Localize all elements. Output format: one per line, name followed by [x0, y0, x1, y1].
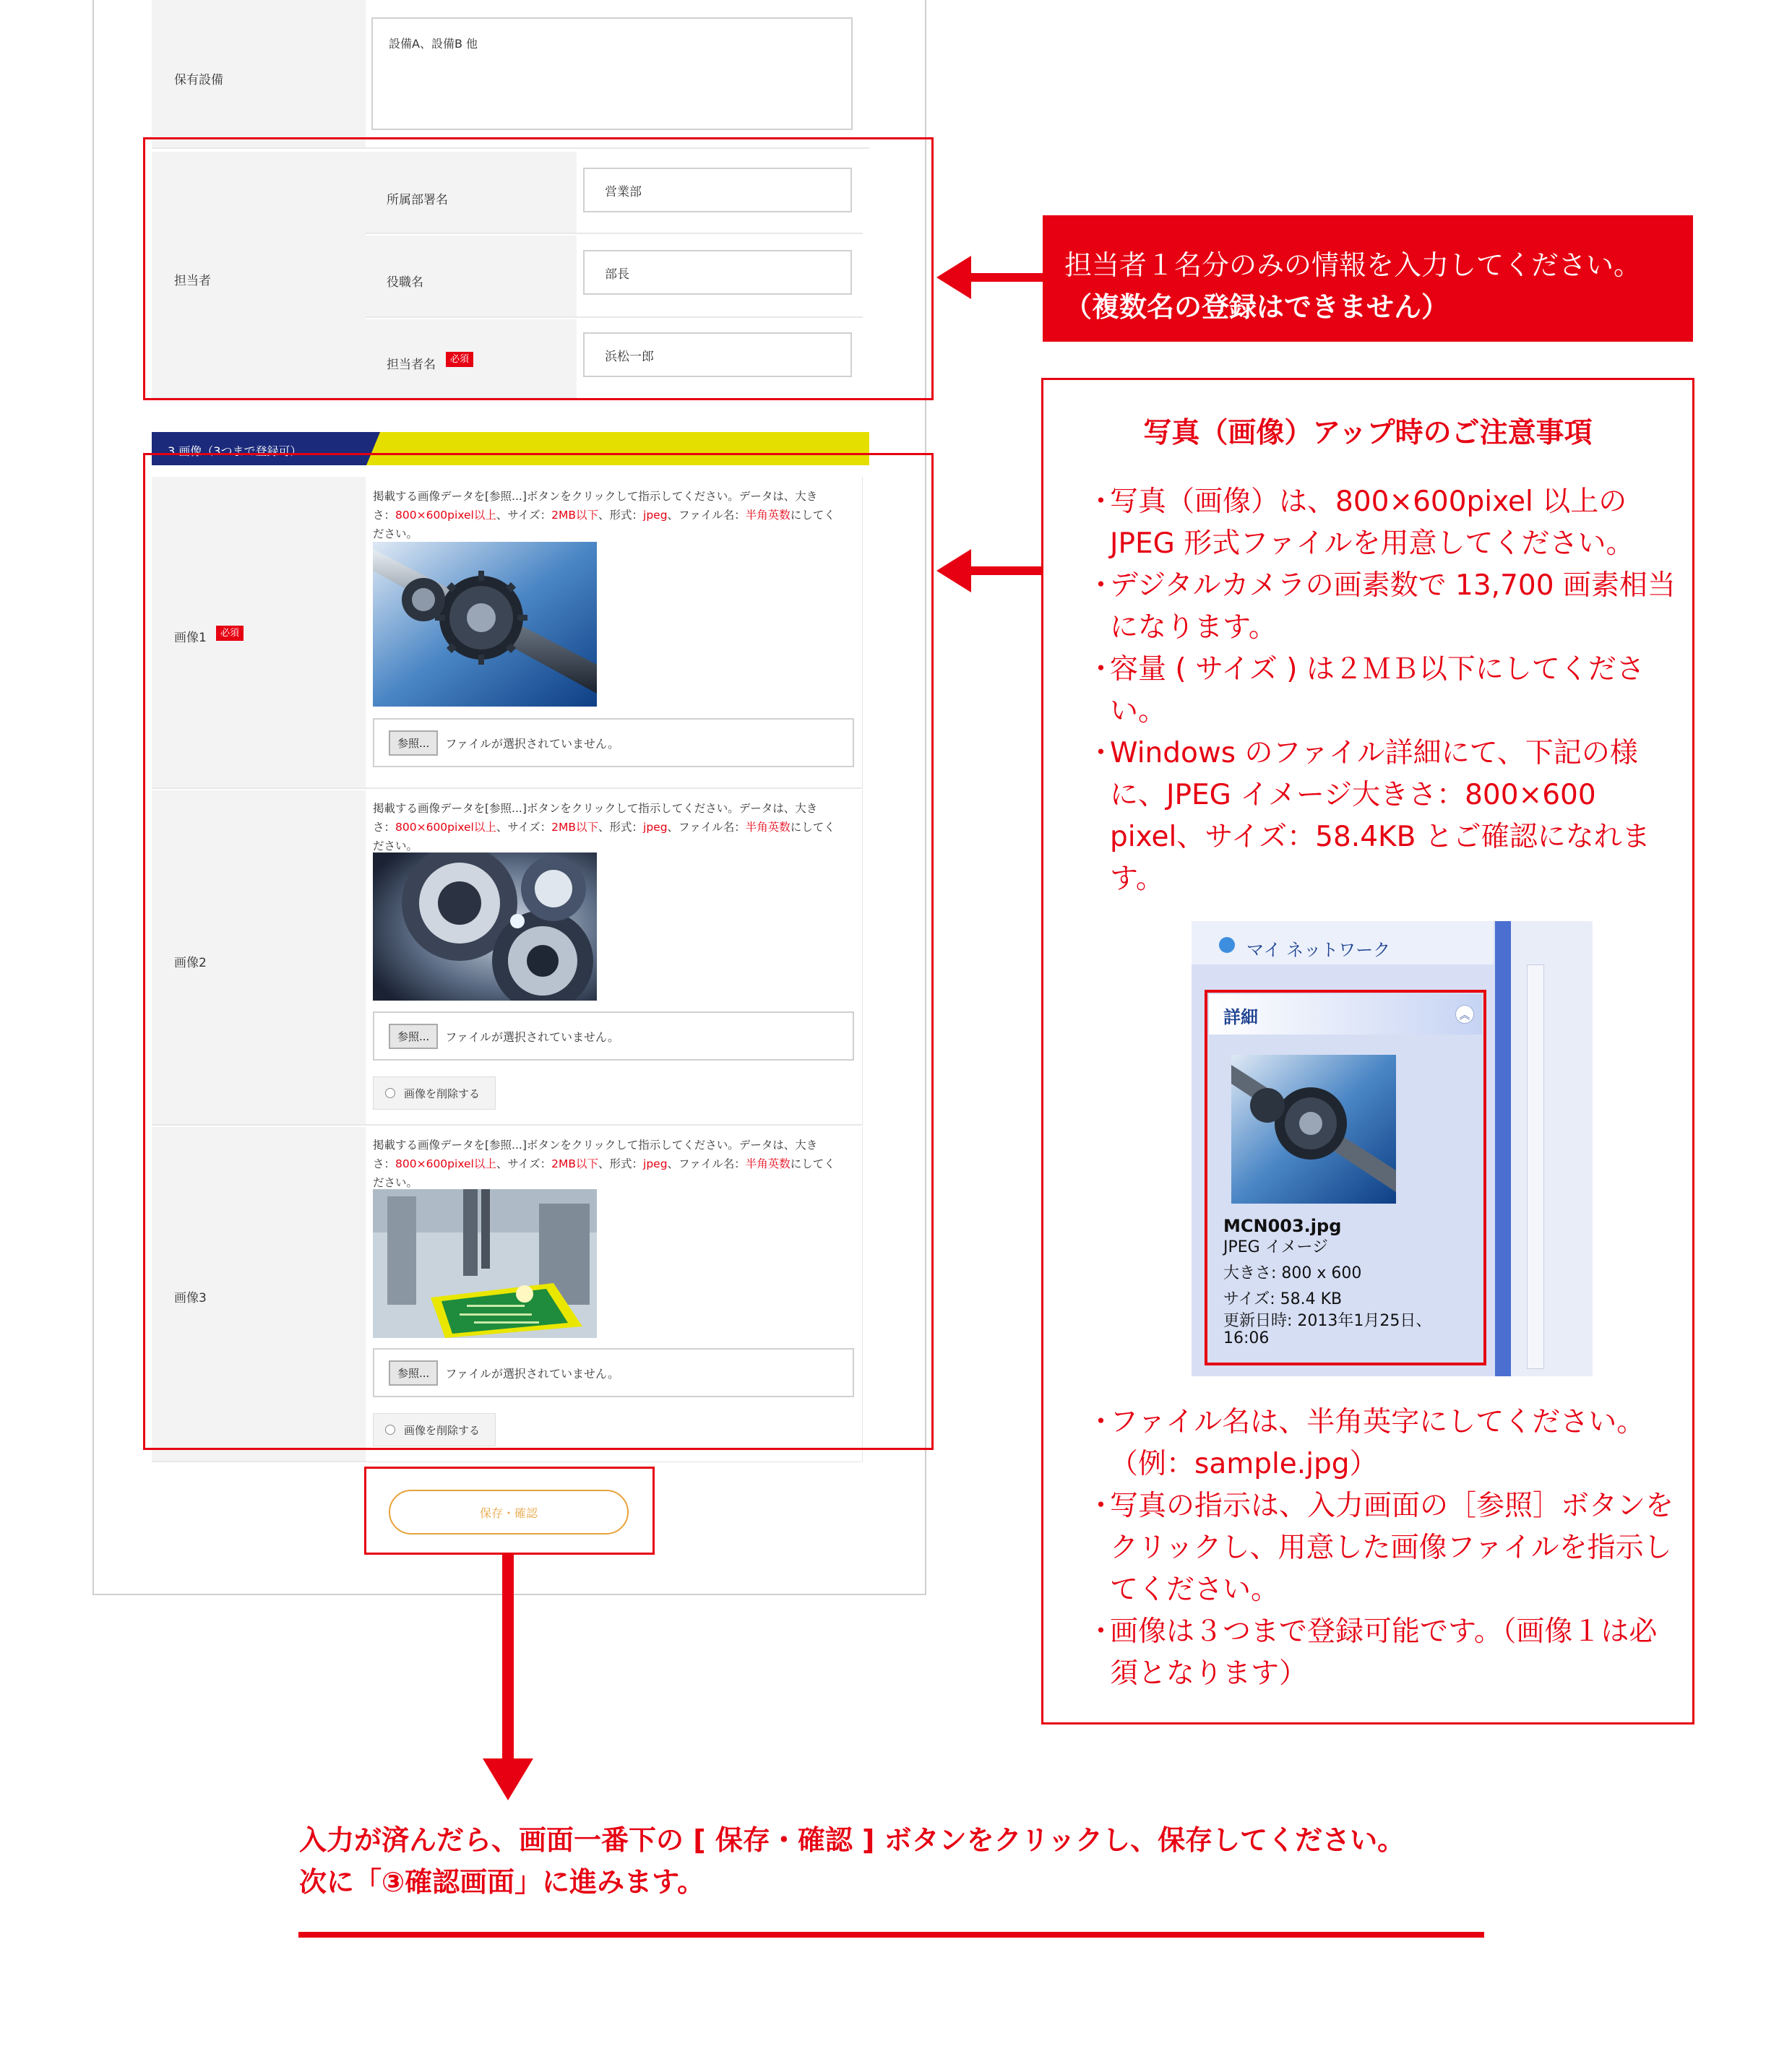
image3-delete-label: 画像を削除する — [404, 1423, 481, 1437]
save-confirm-button[interactable]: 保存・確認 — [389, 1490, 629, 1534]
callout-line2: （複数名の登録はできません） — [1064, 291, 1449, 323]
note-item: ・ デジタルカメラの画素数で 13,700 画素相当になります。 — [1087, 569, 1676, 644]
network-icon — [1219, 937, 1235, 953]
note-item: ・ Windows のファイル詳細にて、下記の様に、JPEG イメージ大きさ：800×600 pixel、サイズ：58.4KB とご確認になれます。 — [1087, 737, 1650, 895]
image-section-title: 3.画像（3つまで登録可） — [168, 444, 302, 458]
department-label: 所属部署名 — [387, 193, 448, 207]
position-label: 役職名 — [387, 275, 423, 290]
scroll-strip — [1495, 921, 1511, 1376]
nav-item-network[interactable]: マイ ネットワーク — [1246, 940, 1391, 960]
details-modified-date: 更新日時: 2013年1月25日、16:06 — [1223, 1312, 1432, 1347]
image3-label: 画像3 — [174, 1291, 207, 1305]
arrow-to-image-section — [936, 549, 1043, 592]
contact-highlight-frame — [143, 137, 934, 400]
windows-details-screenshot — [1192, 921, 1593, 1376]
image-section-highlight-frame — [143, 453, 934, 1450]
equipment-textarea[interactable]: 設備A、設備B 他 — [371, 17, 853, 130]
bottom-line2: 次に「③確認画面」に進みます。 — [299, 1866, 705, 1898]
details-dimensions: 大きさ: 800 x 600 — [1223, 1264, 1362, 1282]
image2-instruction: 掲載する画像データを[参照...]ボタンをクリックして指示してください。データは、大き さ：800×600pixel以上、サイズ：2MB以下、形式：jpeg、ファイル名：半角英数にしてく ださい。 — [373, 802, 835, 852]
position-input[interactable]: 部長 — [583, 250, 852, 295]
image2-delete-label: 画像を削除する — [404, 1087, 481, 1100]
image1-instruction: 掲載する画像データを[参照...]ボタンをクリックして指示してください。データは、大き さ：800×600pixel以上、サイズ：2MB以下、形式：jpeg、ファイル名：半角英数にしてく ださい。 — [373, 490, 835, 540]
details-file-type: JPEG イメージ — [1223, 1238, 1329, 1256]
collapse-icon[interactable]: ︽ — [1455, 1005, 1474, 1024]
callout-line1: 担当者１名分のみの情報を入力してください。 — [1064, 249, 1642, 281]
note-item: ・ 画像は３つまで登録可能です。（画像１は必須となります） — [1087, 1615, 1658, 1690]
image1-file-status: ファイルが選択されていません。 — [445, 736, 619, 751]
required-badge: 必須 — [446, 352, 473, 367]
bottom-instruction — [299, 1819, 1600, 1903]
bottom-line1: 入力が済んだら、画面一番下の [ 保存・確認 ] ボタンをクリックし、保存してください。 — [299, 1824, 1405, 1856]
note-item: ・ ファイル名は、半角英字にしてください。（例：sample.jpg） — [1087, 1406, 1645, 1480]
details-file-name: MCN003.jpg — [1223, 1216, 1342, 1236]
contact-callout — [1043, 215, 1693, 342]
notes-list-bottom — [1087, 1402, 1679, 1695]
image3-file-status: ファイルが選択されていません。 — [445, 1366, 619, 1381]
image2-file-status: ファイルが選択されていません。 — [445, 1030, 619, 1044]
notes-list-top — [1087, 481, 1679, 900]
arrow-to-contact — [936, 256, 1043, 299]
note-item: ・ 容量 ( サイズ ) は２ＭＢ以下にしてください。 — [1087, 653, 1645, 728]
details-header-title: 詳細 — [1223, 1007, 1258, 1027]
department-input[interactable]: 営業部 — [583, 168, 852, 212]
image3-browse-button[interactable]: 参照... — [389, 1360, 438, 1386]
note-item: ・ 写真の指示は、入力画面の［参照］ボタンをクリックし、用意した画像ファイルを指示してください。 — [1087, 1490, 1674, 1606]
details-file-size: サイズ: 58.4 KB — [1223, 1290, 1343, 1308]
arrow-down-to-bottom-note — [483, 1555, 533, 1800]
name-input[interactable]: 浜松一郎 — [583, 332, 852, 377]
details-thumbnail — [1231, 1055, 1396, 1204]
image2-browse-button[interactable]: 参照... — [389, 1024, 438, 1049]
image1-label: 画像1 — [174, 631, 207, 645]
image1-browse-button[interactable]: 参照... — [389, 730, 438, 756]
note-item: ・ 写真（画像）は、800×600pixel 以上の JPEG 形式ファイルを用意してください。 — [1087, 485, 1634, 560]
image2-label: 画像2 — [174, 956, 207, 970]
scrollbar-track[interactable] — [1527, 964, 1544, 1369]
bottom-divider — [298, 1932, 1484, 1938]
equipment-label: 保有設備 — [174, 73, 223, 87]
contact-label: 担当者 — [174, 274, 211, 288]
name-label: 担当者名 — [387, 358, 436, 372]
scrollbar-area[interactable] — [1511, 921, 1593, 1376]
notes-title: 写真（画像）アップ時のご注意事項 — [1143, 417, 1593, 449]
image1-required-badge: 必須 — [216, 626, 244, 641]
image3-instruction: 掲載する画像データを[参照...]ボタンをクリックして指示してください。データは、大き さ：800×600pixel以上、サイズ：2MB以下、形式：jpeg、ファイル名：半角英数にしてく ださい。 — [373, 1139, 835, 1189]
